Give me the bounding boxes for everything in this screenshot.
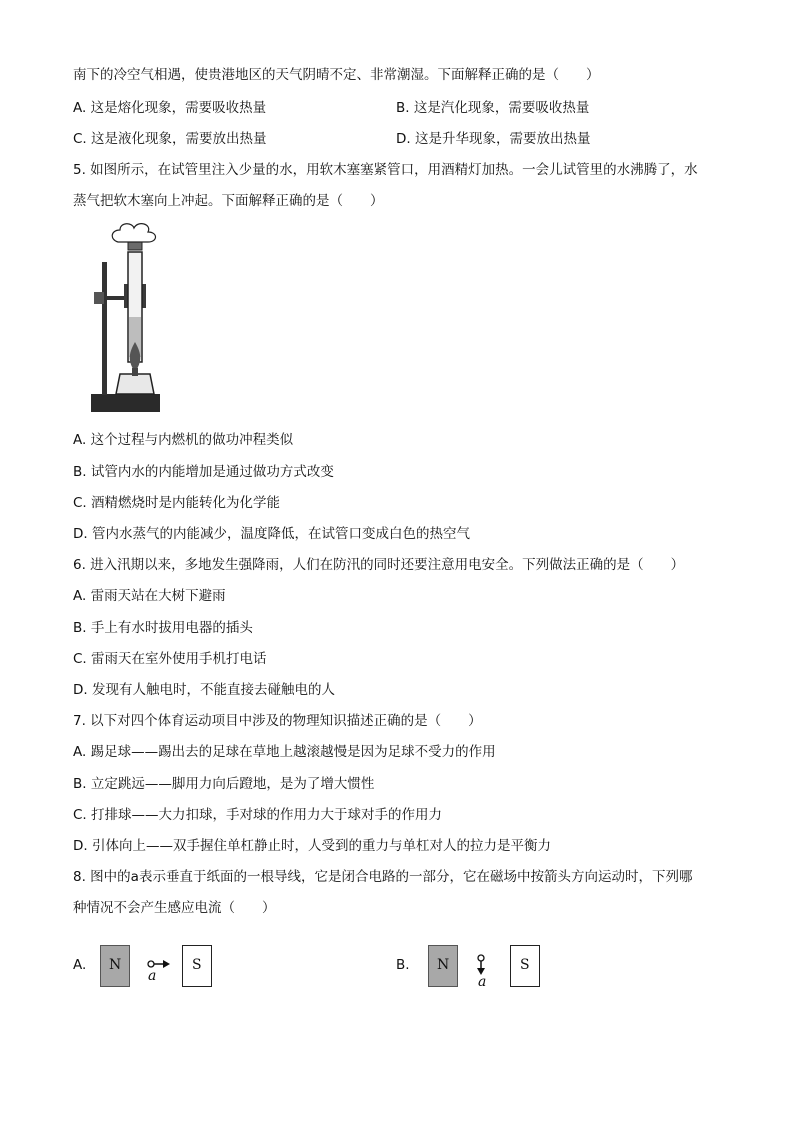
q5-option-b[interactable]: B. 试管内水的内能增加是通过做功方式改变	[73, 464, 334, 480]
q6-option-c[interactable]: C. 雷雨天在室外使用手机打电话	[73, 651, 267, 667]
q7-option-c[interactable]: C. 打排球——大力扣球，手对球的作用力大于球对手的作用力	[73, 807, 443, 823]
north-label: N	[437, 957, 450, 973]
q7-option-d[interactable]: D. 引体向上——双手握住单杠静止时，人受到的重力与单杠对人的拉力是平衡力	[73, 838, 551, 854]
steam-cloud	[112, 224, 155, 242]
stand-base	[91, 394, 160, 412]
q8-option-b-label[interactable]: B.	[396, 957, 410, 973]
alcohol-lamp	[116, 374, 154, 394]
q4-stem: 南下的冷空气相遇，使贵港地区的天气阴晴不定、非常潮湿。下面解释正确的是（ ）	[73, 67, 600, 83]
wire-a-label: a	[148, 968, 157, 984]
stand-rod	[102, 262, 107, 395]
q5-option-d[interactable]: D. 管内水蒸气的内能减少，温度降低，在试管口变成白色的热空气	[73, 526, 470, 542]
q8-option-a-label[interactable]: A.	[73, 957, 87, 973]
q5-stem-line1: 5. 如图所示，在试管里注入少量的水，用软木塞塞紧管口，用酒精灯加热。一会儿试管里的水沸腾了，水	[73, 162, 698, 178]
north-label: N	[109, 957, 122, 973]
south-label: S	[520, 957, 530, 973]
q5-stem-line2: 蒸气把软木塞向上冲起。下面解释正确的是（ ）	[73, 193, 384, 209]
q8-stem-line2: 种情况不会产生感应电流（ ）	[73, 900, 276, 916]
q6-option-d[interactable]: D. 发现有人触电时，不能直接去碰触电的人	[73, 682, 335, 698]
south-magnet	[510, 945, 540, 987]
q4-option-c[interactable]: C. 这是液化现象，需要放出热量	[73, 131, 267, 147]
q4-option-a[interactable]: A. 这是熔化现象，需要吸收热量	[73, 100, 267, 116]
q7-option-b[interactable]: B. 立定跳远——脚用力向后蹬地，是为了增大惯性	[73, 776, 375, 792]
south-label: S	[192, 957, 202, 973]
test-tube-apparatus-figure	[88, 222, 160, 418]
south-magnet	[182, 945, 212, 987]
q7-option-a[interactable]: A. 踢足球——踢出去的足球在草地上越滚越慢是因为足球不受力的作用	[73, 744, 496, 760]
north-magnet	[100, 945, 130, 987]
q6-stem: 6. 进入汛期以来，多地发生强降雨，人们在防汛的同时还要注意用电安全。下列做法正确的是（ ）	[73, 557, 685, 573]
q4-option-d[interactable]: D. 这是升华现象，需要放出热量	[396, 131, 591, 147]
q5-option-c[interactable]: C. 酒精燃烧时是内能转化为化学能	[73, 495, 281, 511]
north-magnet	[428, 945, 458, 987]
q4-option-b[interactable]: B. 这是汽化现象，需要吸收热量	[396, 100, 590, 116]
wire-a-label: a	[478, 974, 487, 990]
q8-stem-line1: 8. 图中的a表示垂直于纸面的一根导线，它是闭合电路的一部分，它在磁场中按箭头方向运动时，下列哪	[73, 869, 693, 885]
q5-option-a[interactable]: A. 这个过程与内燃机的做功冲程类似	[73, 432, 294, 448]
q6-option-b[interactable]: B. 手上有水时拔用电器的插头	[73, 620, 253, 636]
q6-option-a[interactable]: A. 雷雨天站在大树下避雨	[73, 588, 226, 604]
q7-stem: 7. 以下对四个体育运动项目中涉及的物理知识描述正确的是（ ）	[73, 713, 482, 729]
